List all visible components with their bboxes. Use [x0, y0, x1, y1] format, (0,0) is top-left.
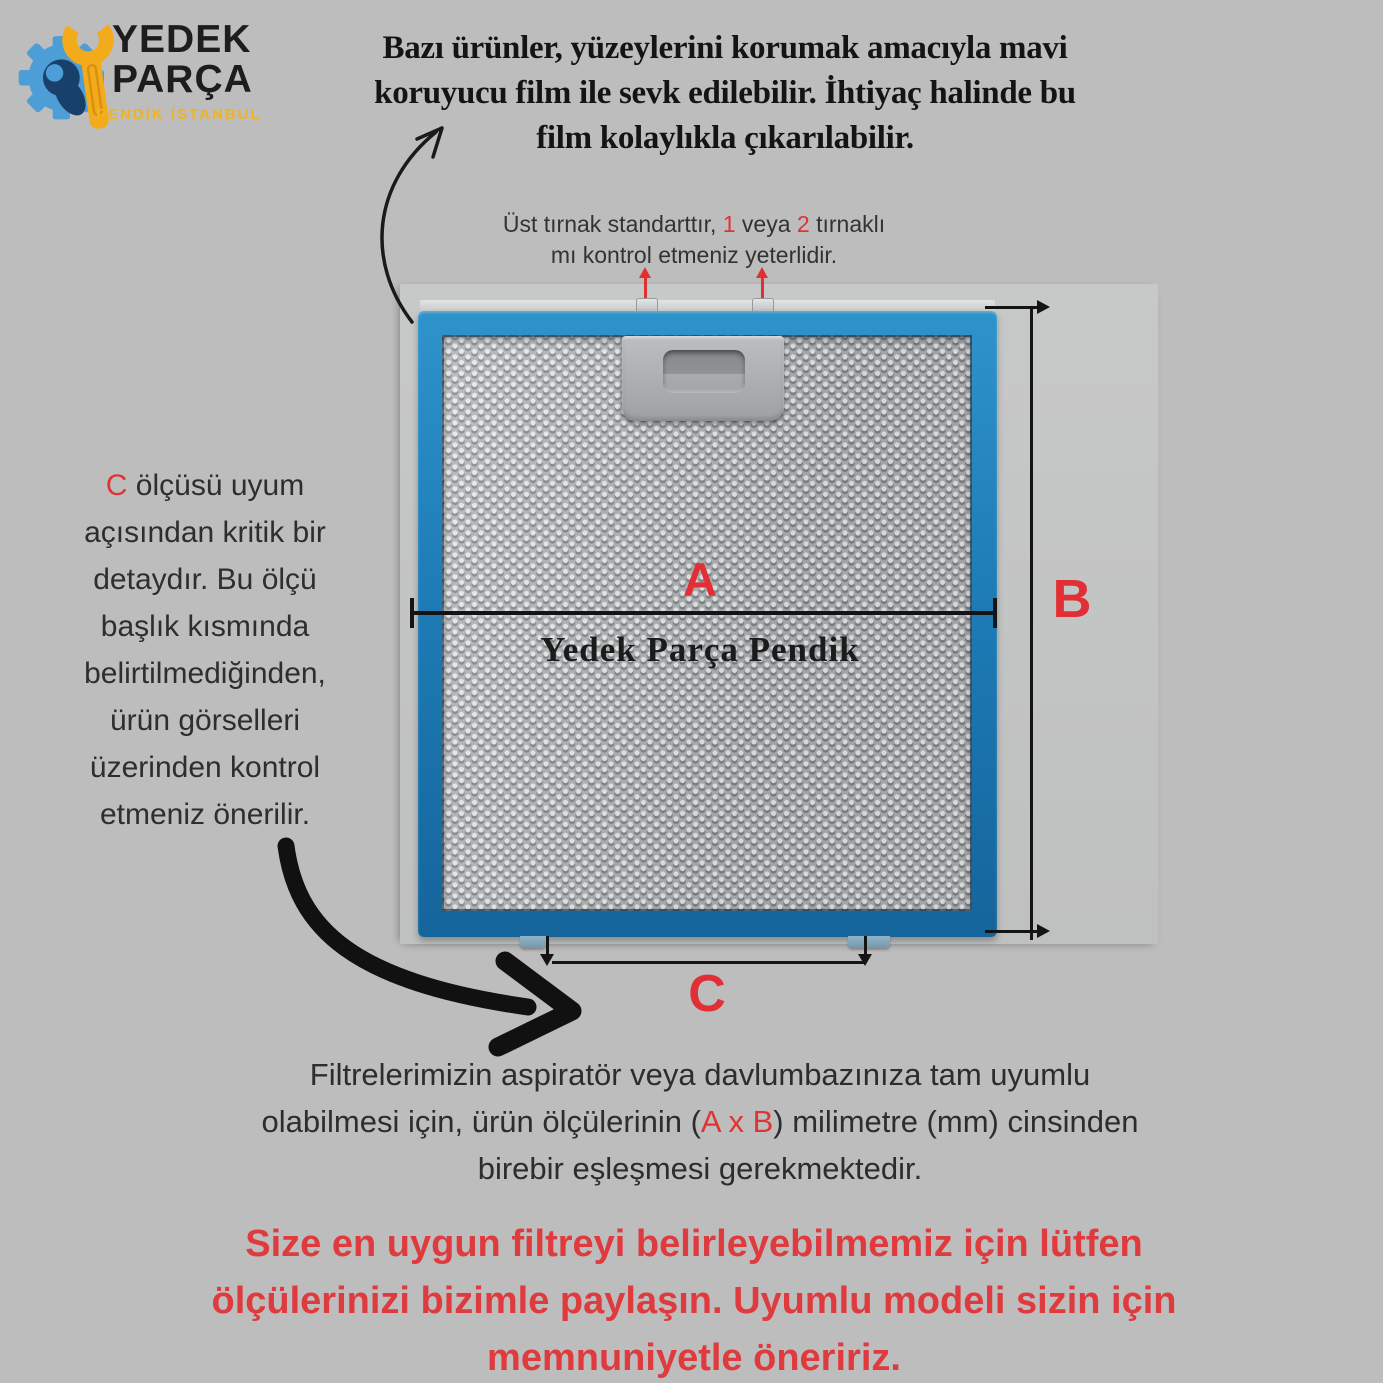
c-note-line5: belirtilmediğinden, [84, 657, 326, 690]
tab-note-line1: Üst tırnak standarttır, 1 veya 2 tırnaklı [502, 211, 886, 237]
c-note-line8: etmeniz önerilir. [99, 798, 311, 831]
dimension-b-label: B [1052, 569, 1092, 629]
fit-note-line3: birebir eşleşmesi gerekmektedir. [477, 1151, 923, 1186]
watermark-text: Yedek Parça Pendik [540, 630, 860, 669]
fit-requirement-note [62, 1051, 1338, 1192]
fit-note-line2: olabilmesi için, ürün ölçülerinin (A x B) milimetre (mm) cinsinden [261, 1104, 1139, 1139]
logo-word-yedek: YEDEK [112, 18, 252, 61]
c-note-line6: ürün görselleri [109, 704, 301, 737]
film-note-line3: film kolaylıkla çıkarılabilir. [536, 120, 914, 156]
dimension-a-label: A [683, 553, 717, 606]
cta-line2: ölçülerinizi bizimle paylaşın. Uyumlu modeli sizin için [211, 1280, 1177, 1322]
film-note-line2: koruyucu film ile sevk edilebilir. İhtiyaç halinde bu [374, 75, 1076, 111]
tab-count-2: 2 [796, 211, 810, 237]
c-note-line7: üzerinden kontrol [89, 751, 321, 784]
tab-note-line2: mı kontrol etmeniz yeterlidir. [550, 242, 838, 268]
c-note-line2: açısından kritik bir [84, 516, 326, 549]
cta-line1: Size en uygun filtreyi belirleyebilmemiz için lütfen [245, 1223, 1143, 1265]
dimension-c-label: C [688, 965, 726, 1023]
axb-highlight: A x B [700, 1104, 774, 1139]
logo-tagline: PENDİK İSTANBUL [96, 106, 262, 123]
cta-note [96, 1216, 1292, 1383]
c-note-line4: başlık kısmında [100, 610, 310, 643]
c-note-line3: detaydır. Bu ölçü [93, 563, 317, 596]
film-note-line1: Bazı ürünler, yüzeylerini korumak amacıyla mavi [382, 30, 1068, 66]
c-note-line1: C ölçüsü uyum [105, 469, 305, 502]
cta-line3: memnuniyetle öneririz. [487, 1337, 901, 1379]
logo-word-parca: PARÇA [112, 58, 253, 101]
c-note-highlight: C [105, 469, 128, 502]
fit-note-line1: Filtrelerimizin aspiratör veya davlumbazınıza tam uyumlu [309, 1057, 1091, 1092]
tab-count-1: 1 [722, 211, 736, 237]
